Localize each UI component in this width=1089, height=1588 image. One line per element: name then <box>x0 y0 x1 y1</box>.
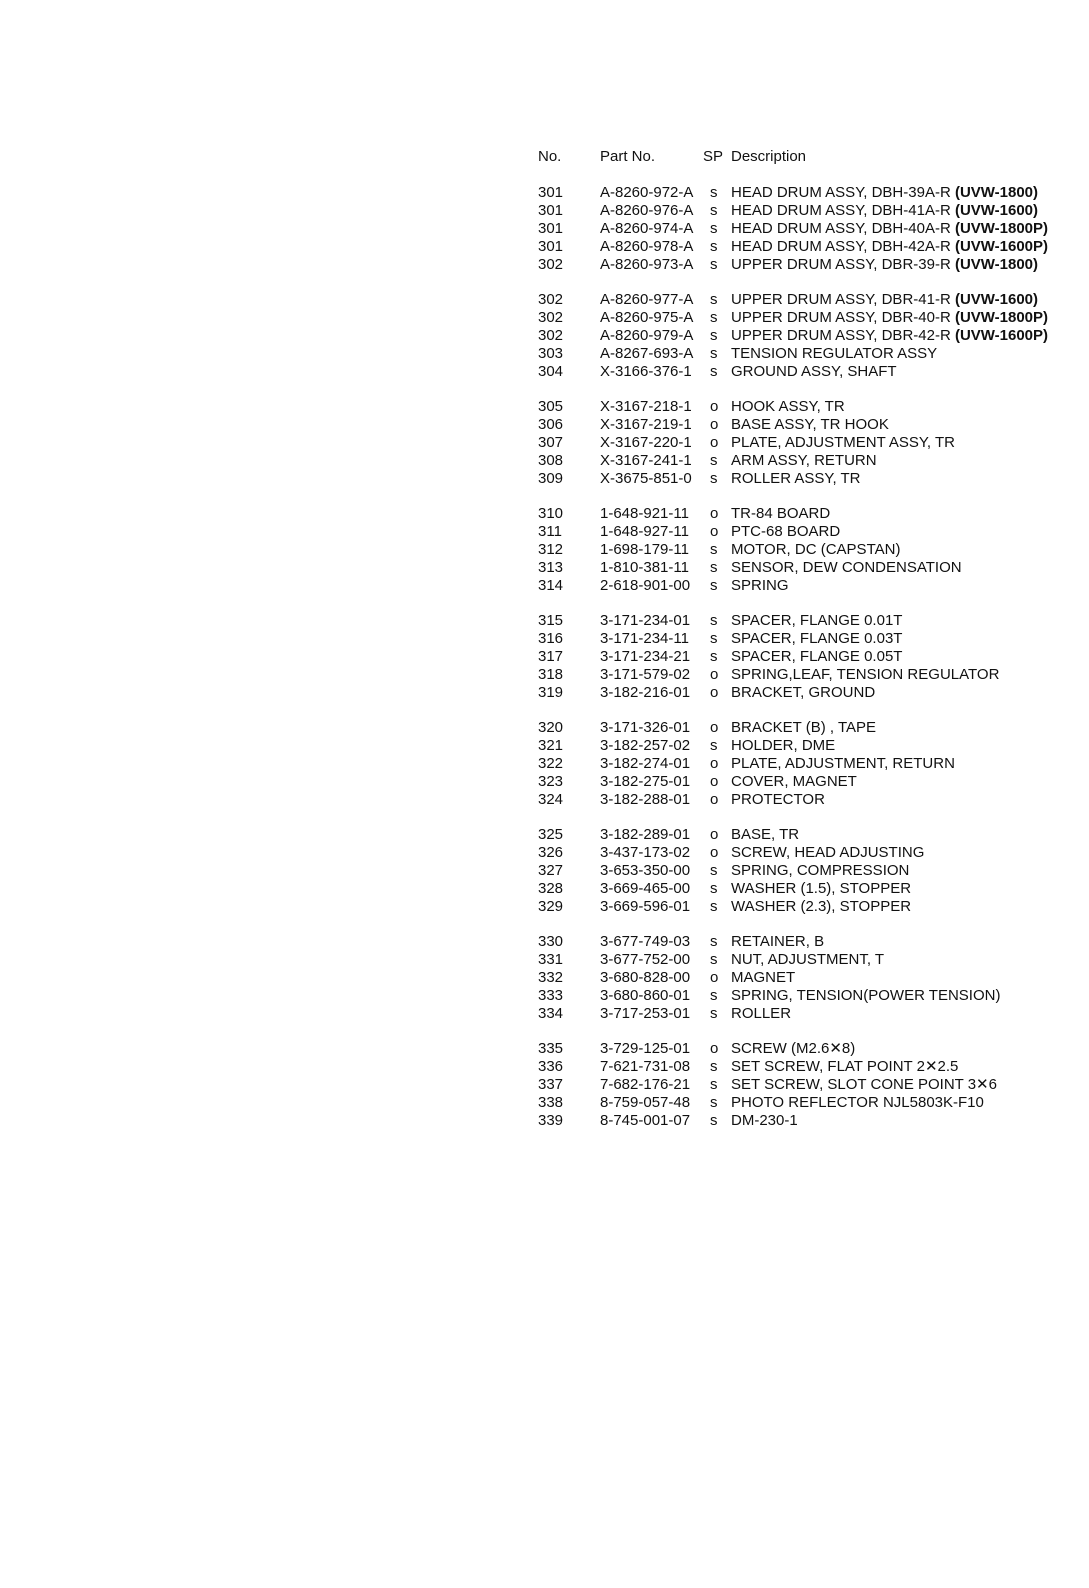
sp-code: s <box>710 1076 718 1093</box>
ref-no: 306 <box>538 416 564 433</box>
description-text: HEAD DRUM ASSY, DBH-42A-R <box>731 238 951 255</box>
ref-no: 301 <box>538 202 564 219</box>
sp-code: o <box>710 1040 719 1057</box>
table-row <box>538 791 1083 809</box>
part-number: A-8260-974-A <box>600 220 694 237</box>
ref-no: 301 <box>538 184 564 201</box>
description-text: BRACKET, GROUND <box>731 684 876 701</box>
part-number: 3-677-749-03 <box>600 933 691 950</box>
part-number: 8-759-057-48 <box>600 1094 691 1111</box>
part-number: 3-653-350-00 <box>600 862 691 879</box>
part-number: X-3675-851-0 <box>600 470 692 487</box>
ref-no: 302 <box>538 309 564 326</box>
description-text: GROUND ASSY, SHAFT <box>731 363 897 380</box>
part-number: 3-677-752-00 <box>600 951 691 968</box>
ref-no: 304 <box>538 363 564 380</box>
part-number: A-8260-977-A <box>600 291 694 308</box>
ref-no: 302 <box>538 327 564 344</box>
sp-code: o <box>710 755 719 772</box>
ref-no: 336 <box>538 1058 564 1075</box>
header-no: No. <box>538 148 562 165</box>
sp-code: s <box>710 363 718 380</box>
description-text: TR-84 BOARD <box>731 505 831 522</box>
description-text: SPRING <box>731 577 789 594</box>
parts-groups <box>538 184 1083 1130</box>
ref-no: 303 <box>538 345 564 362</box>
description-text: ARM ASSY, RETURN <box>731 452 877 469</box>
description-text: TENSION REGULATOR ASSY <box>731 345 938 362</box>
sp-code: s <box>710 862 718 879</box>
sp-code: s <box>710 1094 718 1111</box>
description <box>731 470 861 488</box>
description-text: PLATE, ADJUSTMENT, RETURN <box>731 755 955 772</box>
table-row <box>538 880 1083 898</box>
table-row <box>538 898 1083 916</box>
description <box>731 898 911 916</box>
part-number: 2-618-901-00 <box>600 577 691 594</box>
description <box>731 862 909 880</box>
table-row <box>538 256 1083 274</box>
sp-code: o <box>710 416 719 433</box>
description-text: HOOK ASSY, TR <box>731 398 845 415</box>
ref-no: 317 <box>538 648 564 665</box>
ref-no: 323 <box>538 773 564 790</box>
table-row <box>538 719 1083 737</box>
parts-group <box>538 291 1083 381</box>
table-row <box>538 844 1083 862</box>
sp-code: o <box>710 791 719 808</box>
sp-code: s <box>710 648 718 665</box>
description-text: BASE ASSY, TR HOOK <box>731 416 889 433</box>
sp-code: s <box>710 577 718 594</box>
part-number: 1-648-927-11 <box>600 523 689 540</box>
table-row <box>538 666 1083 684</box>
parts-group <box>538 184 1083 274</box>
table-row <box>538 862 1083 880</box>
sp-code: o <box>710 773 719 790</box>
ref-no: 313 <box>538 559 564 576</box>
description <box>731 1112 798 1130</box>
part-number: A-8260-978-A <box>600 238 694 255</box>
part-number: A-8260-979-A <box>600 327 694 344</box>
ref-no: 320 <box>538 719 564 736</box>
description <box>731 577 789 595</box>
description <box>731 1094 984 1112</box>
part-number: 3-182-275-01 <box>600 773 691 790</box>
sp-code: s <box>710 612 718 629</box>
model-tag: (UVW-1600) <box>954 202 1039 219</box>
description-text: PROTECTOR <box>731 791 825 808</box>
ref-no: 316 <box>538 630 564 647</box>
description <box>731 184 1038 202</box>
sp-code: s <box>710 184 718 201</box>
description-text: MAGNET <box>731 969 796 986</box>
ref-no: 333 <box>538 987 564 1004</box>
model-tag: (UVW-1600P) <box>954 238 1049 255</box>
table-row <box>538 1040 1083 1058</box>
sp-code: s <box>710 452 718 469</box>
table-row <box>538 737 1083 755</box>
sp-code: s <box>710 541 718 558</box>
model-tag: (UVW-1800) <box>954 256 1039 273</box>
table-row <box>538 969 1083 987</box>
part-number: 3-182-257-02 <box>600 737 691 754</box>
ref-no: 301 <box>538 220 564 237</box>
ref-no: 327 <box>538 862 564 879</box>
table-row <box>538 684 1083 702</box>
ref-no: 310 <box>538 505 564 522</box>
table-row <box>538 951 1083 969</box>
description-text: SPACER, FLANGE 0.05T <box>731 648 903 665</box>
part-number: A-8260-976-A <box>600 202 694 219</box>
table-row <box>538 434 1083 452</box>
sp-code: o <box>710 719 719 736</box>
sp-code: o <box>710 969 719 986</box>
part-number: A-8260-972-A <box>600 184 694 201</box>
description <box>731 826 799 844</box>
description-text: SPRING,LEAF, TENSION REGULATOR <box>731 666 1000 683</box>
description <box>731 291 1038 309</box>
ref-no: 331 <box>538 951 564 968</box>
part-number: 3-171-234-11 <box>600 630 689 647</box>
table-row <box>538 345 1083 363</box>
description <box>731 951 884 969</box>
sp-code: o <box>710 684 719 701</box>
sp-code: o <box>710 434 719 451</box>
table-row <box>538 773 1083 791</box>
part-number: 3-729-125-01 <box>600 1040 691 1057</box>
description-text: UPPER DRUM ASSY, DBR-41-R <box>731 291 951 308</box>
ref-no: 337 <box>538 1076 564 1093</box>
ref-no: 315 <box>538 612 564 629</box>
ref-no: 307 <box>538 434 564 451</box>
description-text: PTC-68 BOARD <box>731 523 841 540</box>
parts-group <box>538 933 1083 1023</box>
description-text: NUT, ADJUSTMENT, T <box>731 951 885 968</box>
description <box>731 987 1000 1005</box>
sp-code: s <box>710 1005 718 1022</box>
sp-code: s <box>710 470 718 487</box>
sp-code: s <box>710 256 718 273</box>
description <box>731 541 900 559</box>
ref-no: 301 <box>538 238 564 255</box>
table-row <box>538 238 1083 256</box>
ref-no: 312 <box>538 541 564 558</box>
description-text: HOLDER, DME <box>731 737 836 754</box>
sp-code: s <box>710 345 718 362</box>
ref-no: 335 <box>538 1040 564 1057</box>
parts-group <box>538 505 1083 595</box>
description-text: ROLLER <box>731 1005 792 1022</box>
ref-no: 330 <box>538 933 564 950</box>
table-row <box>538 1058 1083 1076</box>
description <box>731 220 1048 238</box>
description-text: SET SCREW, FLAT POINT 2✕2.5 <box>731 1058 959 1075</box>
part-number: 8-745-001-07 <box>600 1112 691 1129</box>
ref-no: 328 <box>538 880 564 897</box>
ref-no: 318 <box>538 666 564 683</box>
sp-code: s <box>710 202 718 219</box>
table-row <box>538 755 1083 773</box>
table-row <box>538 291 1083 309</box>
part-number: 3-437-173-02 <box>600 844 691 861</box>
table-row <box>538 1094 1083 1112</box>
table-row <box>538 523 1083 541</box>
part-number: X-3167-220-1 <box>600 434 692 451</box>
description <box>731 309 1048 327</box>
ref-no: 324 <box>538 791 564 808</box>
part-number: 3-171-326-01 <box>600 719 691 736</box>
description <box>731 630 902 648</box>
description <box>731 559 962 577</box>
description-text: SPRING, COMPRESSION <box>731 862 910 879</box>
ref-no: 339 <box>538 1112 564 1129</box>
ref-no: 338 <box>538 1094 564 1111</box>
table-row <box>538 327 1083 345</box>
table-row <box>538 1005 1083 1023</box>
description <box>731 416 889 434</box>
description-text: WASHER (2.3), STOPPER <box>731 898 912 915</box>
ref-no: 334 <box>538 1005 564 1022</box>
table-row <box>538 1076 1083 1094</box>
table-row <box>538 630 1083 648</box>
header-description: Description <box>731 148 807 165</box>
description <box>731 666 999 684</box>
sp-code: s <box>710 951 718 968</box>
description-text: UPPER DRUM ASSY, DBR-39-R <box>731 256 951 273</box>
part-number: X-3167-241-1 <box>600 452 692 469</box>
ref-no: 308 <box>538 452 564 469</box>
model-tag: (UVW-1600) <box>954 291 1039 308</box>
table-row <box>538 452 1083 470</box>
ref-no: 321 <box>538 737 564 754</box>
table-row <box>538 363 1083 381</box>
part-number: 1-810-381-11 <box>600 559 689 576</box>
description <box>731 737 835 755</box>
part-number: A-8260-975-A <box>600 309 694 326</box>
table-row <box>538 184 1083 202</box>
description-text: HEAD DRUM ASSY, DBH-41A-R <box>731 202 951 219</box>
part-number: 3-171-234-01 <box>600 612 691 629</box>
description-text: SET SCREW, SLOT CONE POINT 3✕6 <box>731 1076 997 1093</box>
part-number: 3-171-234-21 <box>600 648 691 665</box>
part-number: X-3167-219-1 <box>600 416 692 433</box>
description <box>731 505 830 523</box>
part-number: 1-648-921-11 <box>600 505 689 522</box>
part-number: 3-182-288-01 <box>600 791 691 808</box>
table-row <box>538 309 1083 327</box>
description <box>731 523 840 541</box>
description-text: HEAD DRUM ASSY, DBH-39A-R <box>731 184 951 201</box>
ref-no: 332 <box>538 969 564 986</box>
table-row <box>538 220 1083 238</box>
table-row <box>538 826 1083 844</box>
parts-group <box>538 719 1083 809</box>
ref-no: 322 <box>538 755 564 772</box>
table-row <box>538 987 1083 1005</box>
header-sp: SP <box>703 148 724 165</box>
parts-group <box>538 612 1083 702</box>
sp-code: s <box>710 238 718 255</box>
description <box>731 1076 997 1094</box>
header-part-no: Part No. <box>600 148 656 165</box>
table-header <box>538 148 1083 168</box>
description <box>731 1058 958 1076</box>
description-text: HEAD DRUM ASSY, DBH-40A-R <box>731 220 951 237</box>
table-row <box>538 577 1083 595</box>
description <box>731 434 955 452</box>
ref-no: 305 <box>538 398 564 415</box>
description <box>731 327 1048 345</box>
sp-code: o <box>710 398 719 415</box>
sp-code: s <box>710 327 718 344</box>
description-text: WASHER (1.5), STOPPER <box>731 880 912 897</box>
sp-code: s <box>710 898 718 915</box>
sp-code: o <box>710 826 719 843</box>
description-text: SPACER, FLANGE 0.01T <box>731 612 903 629</box>
part-number: 7-682-176-21 <box>600 1076 691 1093</box>
model-tag: (UVW-1800) <box>954 184 1039 201</box>
description-text: SCREW, HEAD ADJUSTING <box>731 844 925 861</box>
parts-group <box>538 1040 1083 1130</box>
table-row <box>538 470 1083 488</box>
part-number: 3-669-596-01 <box>600 898 691 915</box>
description <box>731 933 824 951</box>
sp-code: s <box>710 737 718 754</box>
part-number: 3-182-216-01 <box>600 684 691 701</box>
sp-code: o <box>710 666 719 683</box>
sp-code: s <box>710 1058 718 1075</box>
model-tag: (UVW-1800P) <box>954 309 1049 326</box>
description <box>731 238 1048 256</box>
description <box>731 880 911 898</box>
ref-no: 314 <box>538 577 564 594</box>
parts-group <box>538 398 1083 488</box>
description <box>731 1005 791 1023</box>
part-number: A-8260-973-A <box>600 256 694 273</box>
table-row <box>538 505 1083 523</box>
part-number: 3-680-860-01 <box>600 987 691 1004</box>
sp-code: s <box>710 987 718 1004</box>
description <box>731 791 825 809</box>
table-row <box>538 1112 1083 1130</box>
sp-code: s <box>710 291 718 308</box>
table-row <box>538 559 1083 577</box>
model-tag: (UVW-1600P) <box>954 327 1049 344</box>
description <box>731 612 902 630</box>
ref-no: 326 <box>538 844 564 861</box>
description <box>731 844 924 862</box>
sp-code: s <box>710 630 718 647</box>
table-row <box>538 541 1083 559</box>
table-row <box>538 416 1083 434</box>
ref-no: 319 <box>538 684 564 701</box>
sp-code: s <box>710 220 718 237</box>
description <box>731 969 795 987</box>
description-text: SPACER, FLANGE 0.03T <box>731 630 903 647</box>
description-text: BASE, TR <box>731 826 800 843</box>
description-text: BRACKET (B) , TAPE <box>731 719 877 736</box>
description <box>731 773 857 791</box>
ref-no: 325 <box>538 826 564 843</box>
parts-group <box>538 826 1083 916</box>
part-number: 3-171-579-02 <box>600 666 691 683</box>
description <box>731 202 1038 220</box>
description <box>731 719 876 737</box>
sp-code: o <box>710 844 719 861</box>
sp-code: s <box>710 309 718 326</box>
description-text: SPRING, TENSION(POWER TENSION) <box>731 987 1001 1004</box>
description-text: UPPER DRUM ASSY, DBR-42-R <box>731 327 951 344</box>
ref-no: 302 <box>538 256 564 273</box>
description <box>731 363 897 381</box>
sp-code: s <box>710 559 718 576</box>
description <box>731 684 875 702</box>
sp-code: s <box>710 1112 718 1129</box>
table-row <box>538 933 1083 951</box>
description-text: SENSOR, DEW CONDENSATION <box>731 559 962 576</box>
ref-no: 329 <box>538 898 564 915</box>
description <box>731 452 877 470</box>
sp-code: o <box>710 523 719 540</box>
table-row <box>538 648 1083 666</box>
ref-no: 311 <box>538 523 562 540</box>
description-text: PHOTO REFLECTOR NJL5803K-F10 <box>731 1094 984 1111</box>
description <box>731 1040 855 1058</box>
description-text: UPPER DRUM ASSY, DBR-40-R <box>731 309 951 326</box>
description <box>731 345 937 363</box>
description-text: DM-230-1 <box>731 1112 798 1129</box>
part-number: X-3166-376-1 <box>600 363 692 380</box>
table-row <box>538 612 1083 630</box>
part-number: 3-717-253-01 <box>600 1005 691 1022</box>
description-text: RETAINER, B <box>731 933 825 950</box>
part-number: 3-182-274-01 <box>600 755 691 772</box>
ref-no: 309 <box>538 470 564 487</box>
part-number: 3-680-828-00 <box>600 969 691 986</box>
table-row <box>538 202 1083 220</box>
sp-code: s <box>710 880 718 897</box>
ref-no: 302 <box>538 291 564 308</box>
table-row <box>538 398 1083 416</box>
part-number: 1-698-179-11 <box>600 541 689 558</box>
description <box>731 755 955 773</box>
model-tag: (UVW-1800P) <box>954 220 1049 237</box>
parts-list <box>538 148 1083 1147</box>
part-number: 3-669-465-00 <box>600 880 691 897</box>
description-text: SCREW (M2.6✕8) <box>731 1040 856 1057</box>
description-text: MOTOR, DC (CAPSTAN) <box>731 541 901 558</box>
sp-code: o <box>710 505 719 522</box>
sp-code: s <box>710 933 718 950</box>
description <box>731 648 902 666</box>
description-text: PLATE, ADJUSTMENT ASSY, TR <box>731 434 955 451</box>
description <box>731 256 1038 274</box>
part-number: 7-621-731-08 <box>600 1058 691 1075</box>
description-text: COVER, MAGNET <box>731 773 857 790</box>
part-number: X-3167-218-1 <box>600 398 692 415</box>
part-number: 3-182-289-01 <box>600 826 691 843</box>
description <box>731 398 845 416</box>
description-text: ROLLER ASSY, TR <box>731 470 861 487</box>
part-number: A-8267-693-A <box>600 345 694 362</box>
